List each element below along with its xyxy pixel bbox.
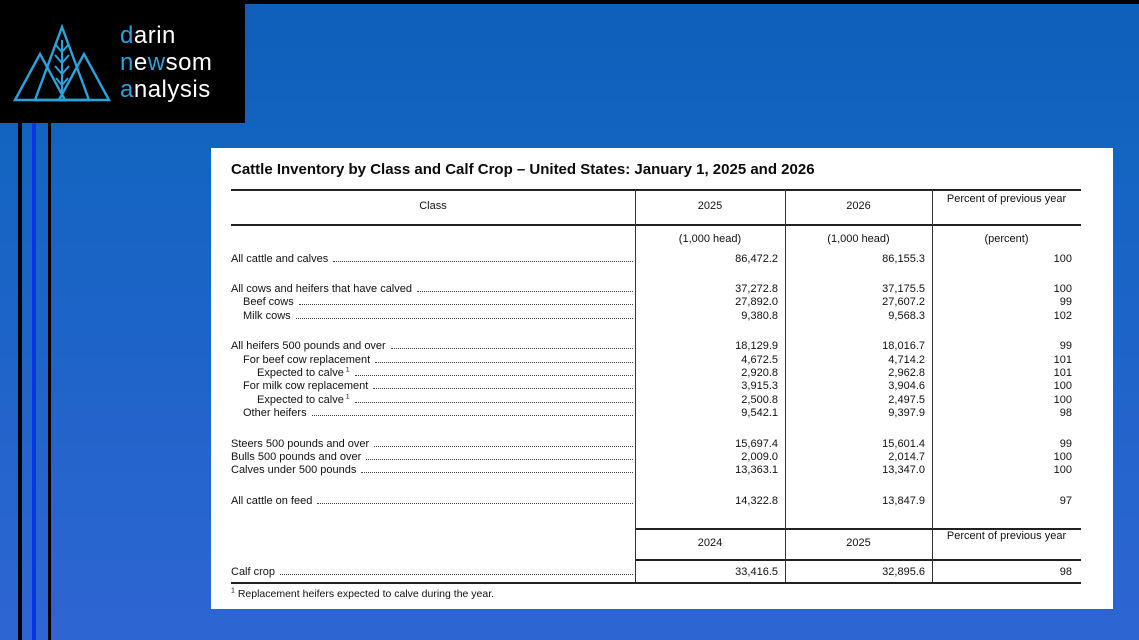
value-2026: 86,155.3 [882,252,925,265]
table-row [231,252,1081,265]
value-2025: 18,129.9 [735,340,778,353]
table-rows [231,252,1081,507]
dotted-leader [373,388,633,389]
row-label: For milk cow replacement [243,380,369,393]
value-2026: 3,904.6 [888,380,925,393]
left-stripe-black-2 [48,123,51,640]
footnote-marker: 1 [343,393,350,401]
bottom-header-percent: Percent of previous year [946,530,1067,542]
value-percent: 99 [1059,340,1072,353]
dotted-leader [391,348,633,349]
row-label: Beef cows [243,296,294,309]
value-2025: 9,380.8 [741,309,778,322]
value-2026: 9,397.9 [888,407,925,420]
value-2025: 14,322.8 [735,494,778,507]
rule-top [231,189,1081,191]
value-2026: 4,714.2 [888,353,925,366]
header-class: Class [419,200,447,212]
left-stripe-blue [32,123,36,640]
value-2025: 2,009.0 [741,450,778,463]
value-percent: 100 [1053,380,1072,393]
value-percent: 100 [1053,450,1072,463]
table-row [231,353,1081,366]
row-label: All cattle and calves [231,252,329,265]
dotted-leader [374,446,633,447]
logo-text-line: darin [120,22,176,49]
footnote-sup: 1 [231,587,235,595]
calf-crop-label: Calf crop [231,565,276,578]
value-percent: 101 [1053,353,1072,366]
logo-text-line: newsom [120,49,213,76]
value-2025: 2,920.8 [741,367,778,380]
value-percent: 100 [1053,252,1072,265]
calf-crop-2024-value: 33,416.5 [735,565,778,578]
value-percent: 100 [1053,393,1072,406]
row-label: Expected to calve $^1$ [257,367,350,380]
dotted-leader [355,375,633,376]
value-percent: 99 [1059,437,1072,450]
table-row [231,450,1081,463]
value-percent: 100 [1053,283,1072,296]
row-label: Expected to calve $^1$ [257,393,350,406]
table-row [231,464,1081,477]
dotted-leader [317,503,633,504]
dotted-leader [355,402,633,403]
left-stripe-black-1 [18,123,22,640]
value-2026: 2,962.8 [888,367,925,380]
value-2026: 9,568.3 [888,309,925,322]
units-head-2025: (1,000 head) [678,233,742,245]
value-2026: 15,601.4 [882,437,925,450]
value-2025: 4,672.5 [741,353,778,366]
logo [0,0,245,123]
dotted-leader [299,304,633,305]
dotted-leader [280,574,633,575]
value-2025: 2,500.8 [741,393,778,406]
row-label: All cows and heifers that have calved [231,283,412,296]
row-gap [231,420,1081,437]
value-2025: 3,915.3 [741,380,778,393]
logo-text [120,22,212,103]
mountains-wheat-icon [12,20,112,106]
table-card [211,148,1113,609]
row-label: All cattle on feed [231,494,313,507]
value-2025: 15,697.4 [735,437,778,450]
row-gap [231,265,1081,282]
value-2026: 13,347.0 [882,464,925,477]
dotted-leader [296,318,633,319]
dotted-leader [361,472,633,473]
dotted-leader [312,415,633,416]
value-percent: 97 [1059,494,1072,507]
rule-table-bottom [231,582,1081,584]
logo-text-line: analysis [120,76,211,103]
calf-crop-2025-value: 32,895.6 [882,565,925,578]
value-2025: 27,892.0 [735,296,778,309]
value-2026: 37,175.5 [882,283,925,296]
value-percent: 100 [1053,464,1072,477]
calf-crop-percent-value: 98 [1059,565,1072,578]
bottom-header-2025: 2025 [846,537,871,549]
row-gap [231,477,1081,494]
table-row [231,407,1081,420]
table-row [231,282,1081,295]
value-2026: 13,847.9 [882,494,925,507]
value-percent: 99 [1059,296,1072,309]
units-percent: (percent) [984,233,1029,245]
value-2025: 86,472.2 [735,252,778,265]
table-row [231,437,1081,450]
value-2025: 37,272.8 [735,283,778,296]
table-row [231,366,1081,379]
dotted-leader [366,459,633,460]
table-row [231,393,1081,406]
footnote-text: Replacement heifers expected to calve during the year. [234,588,495,600]
header-2025: 2025 [697,200,723,212]
value-2026: 27,607.2 [882,296,925,309]
value-2026: 18,016.7 [882,340,925,353]
calf-crop-row [231,561,1081,582]
header-2026: 2026 [846,200,871,212]
header-percent: Percent of previous year [946,193,1067,205]
footnote-marker: 1 [343,367,350,374]
row-label: Calves under 500 pounds [231,464,357,477]
row-label: Milk cows [243,309,291,322]
value-2025: 13,363.1 [735,464,778,477]
table-row [231,309,1081,322]
row-label: Steers 500 pounds and over [231,437,370,450]
row-label: Bulls 500 pounds and over [231,450,362,463]
rule-below-header [231,224,1081,226]
row-label: All heifers 500 pounds and over [231,340,386,353]
units-head-2026: (1,000 head) [827,233,890,245]
row-gap [231,323,1081,340]
value-percent: 98 [1059,407,1072,420]
value-2026: 2,497.5 [888,393,925,406]
row-label: For beef cow replacement [243,353,371,366]
table-row [231,494,1081,507]
dotted-leader [375,362,633,363]
value-percent: 101 [1053,367,1072,380]
value-percent: 102 [1053,309,1072,322]
value-2025: 9,542.1 [741,407,778,420]
bottom-header-2024: 2024 [697,537,723,549]
row-label: Other heifers [243,407,307,420]
table-row [231,340,1081,353]
footnote [231,588,494,600]
table-row [231,380,1081,393]
value-2026: 2,014.7 [888,450,925,463]
table-row [231,296,1081,309]
table-title: Cattle Inventory by Class and Calf Crop – United States: January 1, 2025 and 2026 [231,161,815,178]
dotted-leader [333,261,633,262]
dotted-leader [417,291,633,292]
